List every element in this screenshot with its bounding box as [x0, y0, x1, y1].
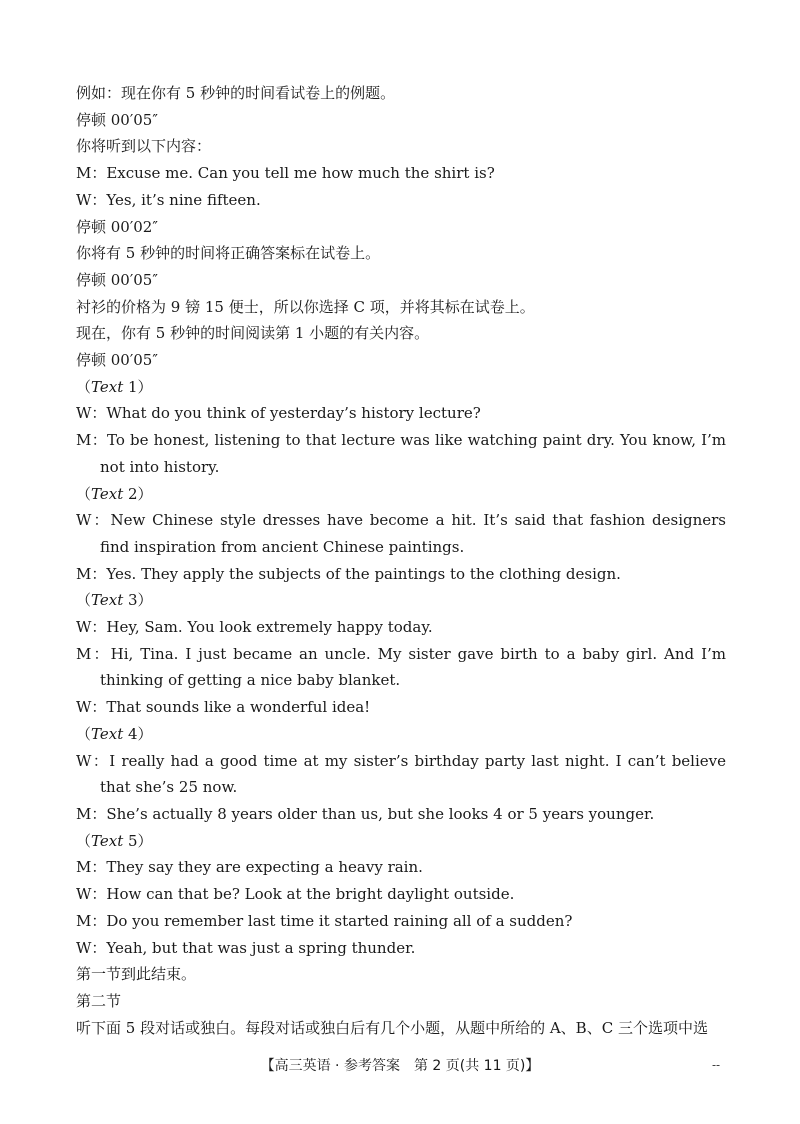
dialogue-turn: W：What do you think of yesterday’s history lecture?: [76, 404, 481, 423]
dialogue-turn: M：Yes. They apply the subjects of the paintings to the clothing design.: [76, 564, 621, 583]
answer-instruction: 你将有 5 秒钟的时间将正确答案标在试卷上。: [76, 244, 381, 263]
text-label: （Text 5）: [76, 831, 153, 850]
dialogue-turn: W：Yeah, but that was just a spring thunder.: [76, 938, 416, 957]
document-body: [76, 80, 726, 1041]
dialogue-turn: W：That sounds like a wonderful idea!: [76, 698, 371, 717]
reading-instruction: 现在，你有 5 秒钟的时间阅读第 1 小题的有关内容。: [76, 324, 430, 343]
example-intro: 例如：现在你有 5 秒钟的时间看试卷上的例题。: [76, 84, 396, 102]
listen-intro: 你将听到以下内容：: [76, 137, 212, 156]
dialogue-turn: M：Do you remember last time it started raining all of a sudden?: [76, 911, 573, 930]
text-label: （Text 1）: [76, 377, 153, 396]
example-explanation: 衬衫的价格为 9 镑 15 便士，所以你选择 C 项，并将其标在试卷上。: [76, 297, 535, 316]
text-label: （Text 3）: [76, 591, 153, 610]
pause-marker: 停顿 00′05″: [76, 110, 158, 129]
dialogue-turn: W：How can that be? Look at the bright daylight outside.: [76, 885, 515, 904]
dialogue-turn: M：She’s actually 8 years older than us, but she looks 4 or 5 years younger.: [76, 804, 655, 823]
dialogue-turn: M：To be honest, listening to that lecture was like watching paint dry. You know, I’m not into history.: [76, 431, 726, 476]
pause-marker: 停顿 00′02″: [76, 217, 158, 236]
dialogue-turn: M：Hi, Tina. I just became an uncle. My sister gave birth to a baby girl. And I’m thinking of getting a nice baby blanket.: [76, 644, 726, 690]
dialogue-turn: W：Hey, Sam. You look extremely happy today.: [76, 618, 433, 637]
page-footer: 【高三英语 · 参考答案 第 2 页(共 11 页)】: [260, 1058, 540, 1074]
pause-marker: 停顿 00′05″: [76, 270, 158, 289]
text-label: （Text 4）: [76, 724, 153, 743]
footer-mark: --: [712, 1058, 721, 1072]
dialogue-turn: W：New Chinese style dresses have become a hit. It’s said that fashion designers find inspiration from ancient Chinese paintings.: [76, 511, 726, 556]
example-turn-m: M：Excuse me. Can you tell me how much the shirt is?: [76, 164, 495, 183]
dialogue-turn: M：They say they are expecting a heavy rain.: [76, 858, 423, 877]
section-instruction: 听下面 5 段对话或独白。每段对话或独白后有几个小题，从题中所给的 A、B、C 三个选项中选: [76, 1018, 708, 1037]
pause-marker: 停顿 00′05″: [76, 351, 158, 370]
text-label: （Text 2）: [76, 484, 153, 503]
section-heading: 第二节: [76, 991, 122, 1010]
dialogue-turn: W：I really had a good time at my sister’s birthday party last night. I can’t believe that she’s 25 now.: [76, 751, 726, 797]
section-end: 第一节到此结束。: [76, 965, 197, 984]
example-turn-w: W：Yes, it’s nine fifteen.: [76, 190, 261, 209]
